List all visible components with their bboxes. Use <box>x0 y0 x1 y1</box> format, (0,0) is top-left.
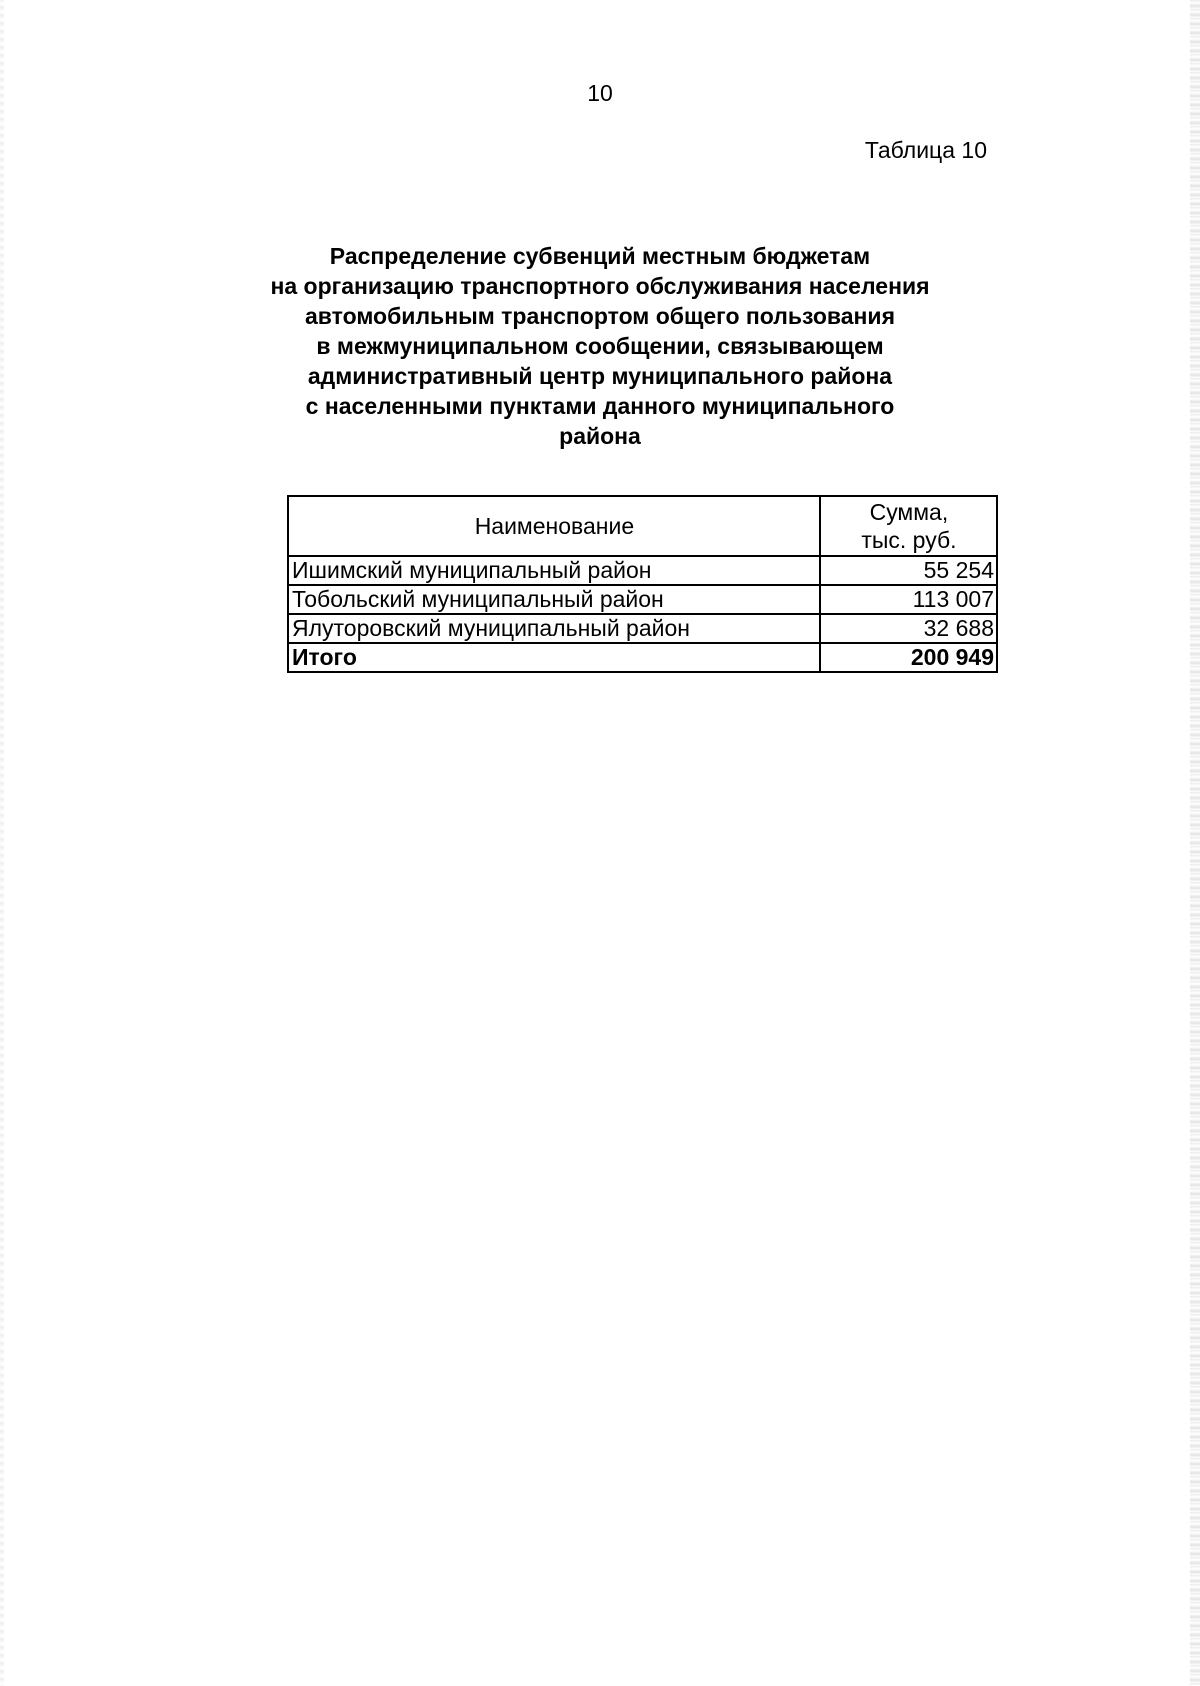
heading-line: на организацию транспортного обслуживания населения <box>270 273 930 299</box>
page-number: 10 <box>587 80 613 106</box>
total-label: Итого <box>288 643 820 672</box>
total-sum: 200 949 <box>820 643 997 672</box>
heading-line: административный центр муниципального района <box>307 363 893 389</box>
row-name: Ишимский муниципальный район <box>288 556 820 585</box>
table-total-row <box>288 643 997 672</box>
scan-edge-right <box>1190 0 1200 1686</box>
document-heading <box>250 241 950 451</box>
header-sum-line1: Сумма, <box>869 499 949 525</box>
table-header-row <box>288 496 997 556</box>
header-sum <box>820 496 997 556</box>
scan-edge-left <box>0 0 4 1686</box>
heading-line: автомобильным транспортом общего пользования <box>305 303 895 329</box>
row-sum: 55 254 <box>820 556 997 585</box>
header-sum-line2: тыс. руб. <box>861 527 957 553</box>
row-sum: 32 688 <box>820 614 997 643</box>
table-row <box>288 556 997 585</box>
table-label: Таблица 10 <box>864 137 987 163</box>
heading-line: Распределение субвенций местным бюджетам <box>329 243 871 269</box>
heading-line: района <box>559 423 641 449</box>
row-sum: 113 007 <box>820 585 997 614</box>
header-name: Наименование <box>288 496 820 556</box>
row-name: Ялуторовский муниципальный район <box>288 614 820 643</box>
heading-line: с населенными пунктами данного муниципального <box>305 393 895 419</box>
subvention-table <box>287 495 998 673</box>
table-row <box>288 585 997 614</box>
table-row <box>288 614 997 643</box>
heading-line: в межмуниципальном сообщении, связывающем <box>316 333 884 359</box>
row-name: Тобольский муниципальный район <box>288 585 820 614</box>
